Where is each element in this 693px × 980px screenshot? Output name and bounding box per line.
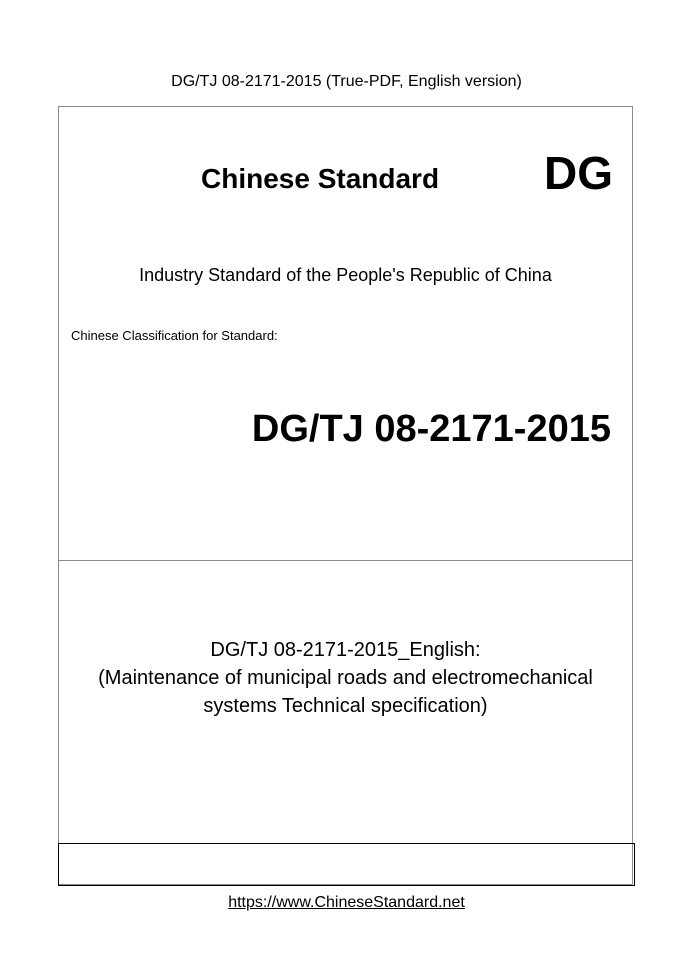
cover-subtitle: Industry Standard of the People's Republic of China	[139, 265, 552, 285]
classification-label: Chinese Classification for Standard:	[71, 328, 278, 343]
cover-frame	[58, 106, 633, 885]
description-line: DG/TJ 08-2171-2015_English:	[210, 639, 481, 661]
standard-type-badge: DG	[544, 147, 613, 199]
website-link[interactable]: https://www.ChineseStandard.net	[228, 894, 465, 911]
standard-description	[58, 636, 633, 720]
standard-code: DG/TJ 08-2171-2015	[251, 408, 611, 450]
page-header: DG/TJ 08-2171-2015 (True-PDF, English version)	[171, 73, 522, 90]
footer-box	[58, 843, 635, 886]
cover-title: Chinese Standard	[201, 163, 440, 194]
description-line: systems Technical specification)	[203, 695, 488, 717]
section-divider	[58, 560, 633, 561]
description-line: (Maintenance of municipal roads and electromechanical	[98, 667, 593, 689]
